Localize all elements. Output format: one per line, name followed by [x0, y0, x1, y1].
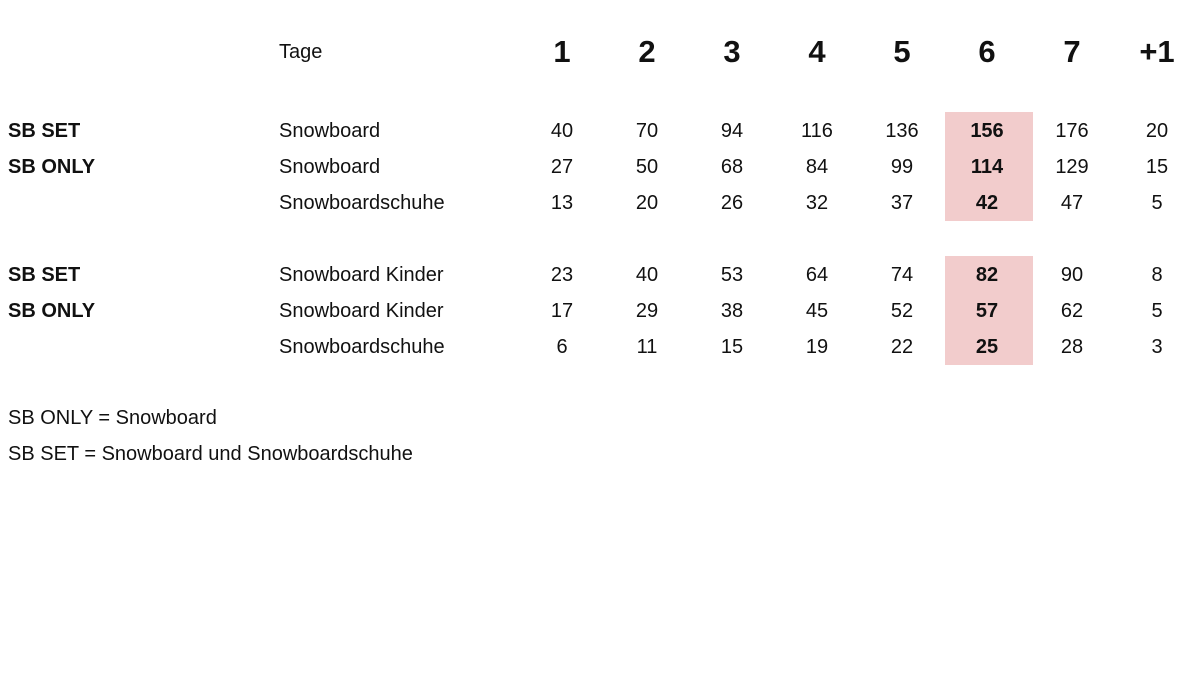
price-cell: 28 [1060, 336, 1084, 358]
price-cell: 15 [1145, 156, 1169, 178]
day-header-3: 3 [723, 34, 741, 69]
price-cell: 27 [550, 156, 574, 178]
price-cell: 22 [890, 336, 914, 358]
table-row [0, 329, 1200, 365]
price-cell: 64 [805, 264, 829, 286]
price-cell: 13 [550, 192, 574, 214]
legend-sb-set: SB SET = Snowboard und Snowboardschuhe [8, 443, 413, 465]
table-row [0, 293, 1200, 329]
price-cell: 6 [556, 336, 568, 358]
price-cell: 17 [550, 300, 574, 322]
price-cell: 23 [550, 264, 574, 286]
days-label: Tage [279, 41, 323, 63]
price-cell: 90 [1060, 264, 1084, 286]
row-item: Snowboard [279, 156, 381, 178]
row-category: SB ONLY [8, 156, 96, 178]
price-cell: 38 [720, 300, 744, 322]
price-cell: 5 [1151, 300, 1163, 322]
price-cell: 40 [635, 264, 659, 286]
price-cell: 26 [720, 192, 744, 214]
price-cell: 45 [805, 300, 829, 322]
price-cell: 37 [890, 192, 914, 214]
row-category: SB SET [8, 120, 81, 142]
day-header-1: 1 [553, 34, 571, 69]
row-item: Snowboard [279, 120, 381, 142]
day-header-extra: +1 [1139, 34, 1175, 69]
table-row [0, 185, 1200, 221]
legend-sb-only: SB ONLY = Snowboard [8, 407, 217, 429]
price-cell: 94 [720, 120, 744, 142]
row-category: SB ONLY [8, 300, 96, 322]
price-cell: 20 [1145, 120, 1169, 142]
row-item: Snowboardschuhe [279, 336, 445, 358]
price-cell: 99 [890, 156, 914, 178]
price-cell: 20 [635, 192, 659, 214]
price-cell: 32 [805, 192, 829, 214]
price-cell: 116 [801, 120, 833, 142]
price-cell: 136 [885, 120, 919, 142]
price-cell: 62 [1060, 300, 1084, 322]
price-cell-highlighted: 25 [975, 336, 999, 358]
price-cell: 11 [636, 336, 658, 358]
table-row [0, 113, 1200, 149]
price-cell: 53 [720, 264, 744, 286]
price-cell: 5 [1151, 192, 1163, 214]
price-cell-highlighted: 57 [975, 300, 999, 322]
price-cell: 68 [720, 156, 744, 178]
price-cell: 47 [1060, 192, 1084, 214]
price-cell: 74 [890, 264, 914, 286]
day-header-2: 2 [638, 34, 656, 69]
row-item: Snowboard Kinder [279, 300, 444, 322]
price-cell: 15 [720, 336, 744, 358]
price-cell-highlighted: 114 [970, 156, 1004, 178]
row-item: Snowboardschuhe [279, 192, 445, 214]
day-header-6: 6 [978, 34, 996, 69]
price-cell-highlighted: 42 [975, 192, 999, 214]
table-row [0, 149, 1200, 185]
price-cell: 84 [805, 156, 829, 178]
price-cell: 70 [635, 120, 659, 142]
price-cell-highlighted: 156 [970, 120, 1004, 142]
row-category: SB SET [8, 264, 81, 286]
row-item: Snowboard Kinder [279, 264, 444, 286]
price-cell: 50 [635, 156, 659, 178]
price-cell: 19 [805, 336, 829, 358]
day-header-4: 4 [808, 34, 826, 69]
price-cell: 29 [635, 300, 659, 322]
price-cell: 176 [1055, 120, 1089, 142]
price-cell-highlighted: 82 [975, 264, 999, 286]
price-cell: 129 [1055, 156, 1089, 178]
price-cell: 3 [1151, 336, 1163, 358]
price-cell: 8 [1151, 264, 1163, 286]
price-cell: 40 [550, 120, 574, 142]
table-row [0, 257, 1200, 293]
day-header-5: 5 [893, 34, 911, 69]
price-cell: 52 [890, 300, 914, 322]
day-header-7: 7 [1063, 34, 1081, 69]
